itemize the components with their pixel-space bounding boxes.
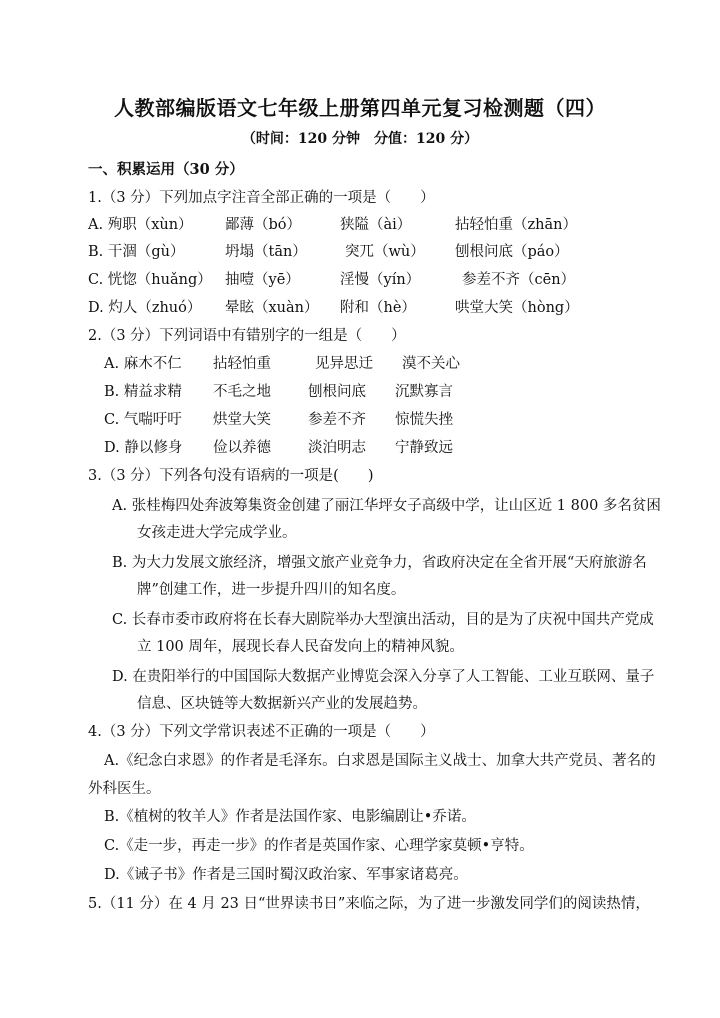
q1-option-a-4: 拈轻怕重（zhān） bbox=[455, 217, 577, 233]
q1-option-d-4: 哄堂大笑（hòng） bbox=[455, 300, 579, 316]
q1-option-a-2: 鄙薄（bó） bbox=[225, 217, 302, 233]
q4-option-d: D.《诫子书》作者是三国时蜀汉政治家、军事家诸葛亮。 bbox=[104, 867, 468, 883]
q1-option-a-1: A. 殉职（xùn） bbox=[88, 217, 193, 233]
q2-option-b-2: 不毛之地 bbox=[213, 384, 271, 400]
q2-option-a-3: 见异思迁 bbox=[315, 356, 373, 372]
q1-option-d-3: 附和（hè） bbox=[340, 300, 416, 316]
document-subtitle: （时间：120 分钟 分值：120 分） bbox=[241, 131, 479, 147]
q3-option-c-line2: 立 100 周年，展现长春人民奋发向上的精神风貌。 bbox=[137, 639, 464, 655]
q4-option-a-line1: A.《纪念白求恩》的作者是毛泽东。白求恩是国际主义战士、加拿大共产党员、著名的 bbox=[104, 753, 656, 769]
q2-option-c-1: C. 气喘吁吁 bbox=[104, 412, 182, 428]
q2-option-a-4: 漠不关心 bbox=[402, 356, 460, 372]
q3-option-b-line1: B. 为大力发展文旅经济，增强文旅产业竞争力，省政府决定在全省开展“天府旅游名 bbox=[112, 555, 647, 571]
q3-option-d-line1: D. 在贵阳举行的中国国际大数据产业博览会深入分享了人工智能、工业互联网、量子 bbox=[112, 669, 655, 685]
question-4-stem: 4.（3 分）下列文学常识表述不正确的一项是（ ） bbox=[88, 724, 435, 740]
q3-option-b-line2: 牌”创建工作，进一步提升四川的知名度。 bbox=[137, 582, 406, 598]
question-3-stem: 3.（3 分）下列各句没有语病的一项是( ) bbox=[88, 468, 374, 484]
q4-option-a-line2: 外科医生。 bbox=[88, 781, 161, 797]
q2-option-b-3: 刨根问底 bbox=[308, 384, 366, 400]
q3-option-d-line2: 信息、区块链等大数据新兴产业的发展趋势。 bbox=[137, 696, 427, 712]
q1-option-d-2: 晕眩（xuàn） bbox=[225, 300, 319, 316]
question-2-stem: 2.（3 分）下列词语中有错别字的一组是（ ） bbox=[88, 328, 406, 344]
q1-option-b-1: B. 干涸（gù） bbox=[88, 244, 185, 260]
q1-option-b-2: 坍塌（tān） bbox=[225, 244, 307, 260]
q2-option-a-2: 拈轻怕重 bbox=[213, 356, 271, 372]
q3-option-a-line1: A. 张桂梅四处奔波筹集资金创建了丽江华坪女子高级中学，让山区近 1 800 多名贫困 bbox=[112, 498, 661, 514]
q2-option-c-4: 惊慌失挫 bbox=[395, 412, 453, 428]
q2-option-d-4: 宁静致远 bbox=[395, 440, 453, 456]
q1-option-b-3: 突兀（wù） bbox=[345, 244, 425, 260]
section-heading: 一、积累运用（30 分） bbox=[88, 161, 244, 178]
q1-option-c-3: 淫慢（yín） bbox=[340, 272, 421, 288]
q4-option-b: B.《植树的牧羊人》作者是法国作家、电影编剧让•乔诺。 bbox=[104, 809, 476, 825]
q2-option-c-2: 烘堂大笑 bbox=[213, 412, 271, 428]
q2-option-b-4: 沉默寡言 bbox=[395, 384, 453, 400]
q2-option-d-3: 淡泊明志 bbox=[308, 440, 366, 456]
q3-option-a-line2: 女孩走进大学完成学业。 bbox=[137, 525, 297, 541]
question-1-stem: 1.（3 分）下列加点字注音全部正确的一项是（ ） bbox=[88, 190, 435, 206]
q2-option-a-1: A. 麻木不仁 bbox=[104, 356, 182, 372]
q4-option-c: C.《走一步，再走一步》的作者是英国作家、心理学家莫顿•亨特。 bbox=[104, 838, 534, 854]
document-title: 人教部编版语文七年级上册第四单元复习检测题（四） bbox=[114, 96, 606, 120]
q1-option-a-3: 狭隘（ài） bbox=[340, 217, 412, 233]
q2-option-d-2: 俭以养德 bbox=[213, 440, 271, 456]
q1-option-b-4: 刨根问底（páo） bbox=[455, 244, 569, 260]
q1-option-c-4: 参差不齐（cēn） bbox=[462, 272, 576, 288]
q1-option-c-2: 抽噎（yē） bbox=[225, 272, 300, 288]
q3-option-c-line1: C. 长春市委市政府将在长春大剧院举办大型演出活动，目的是为了庆祝中国共产党成 bbox=[112, 612, 654, 628]
question-5-stem: 5.（11 分）在 4 月 23 日“世界读书日”来临之际，为了进一步激发同学们的阅读热情， bbox=[88, 896, 650, 912]
q2-option-c-3: 参差不齐 bbox=[308, 412, 366, 428]
q2-option-d-1: D. 静以修身 bbox=[104, 440, 183, 456]
q1-option-d-1: D. 灼人（zhuó） bbox=[88, 300, 202, 316]
q2-option-b-1: B. 精益求精 bbox=[104, 384, 182, 400]
q1-option-c-1: C. 恍惚（huǎng） bbox=[88, 272, 212, 288]
